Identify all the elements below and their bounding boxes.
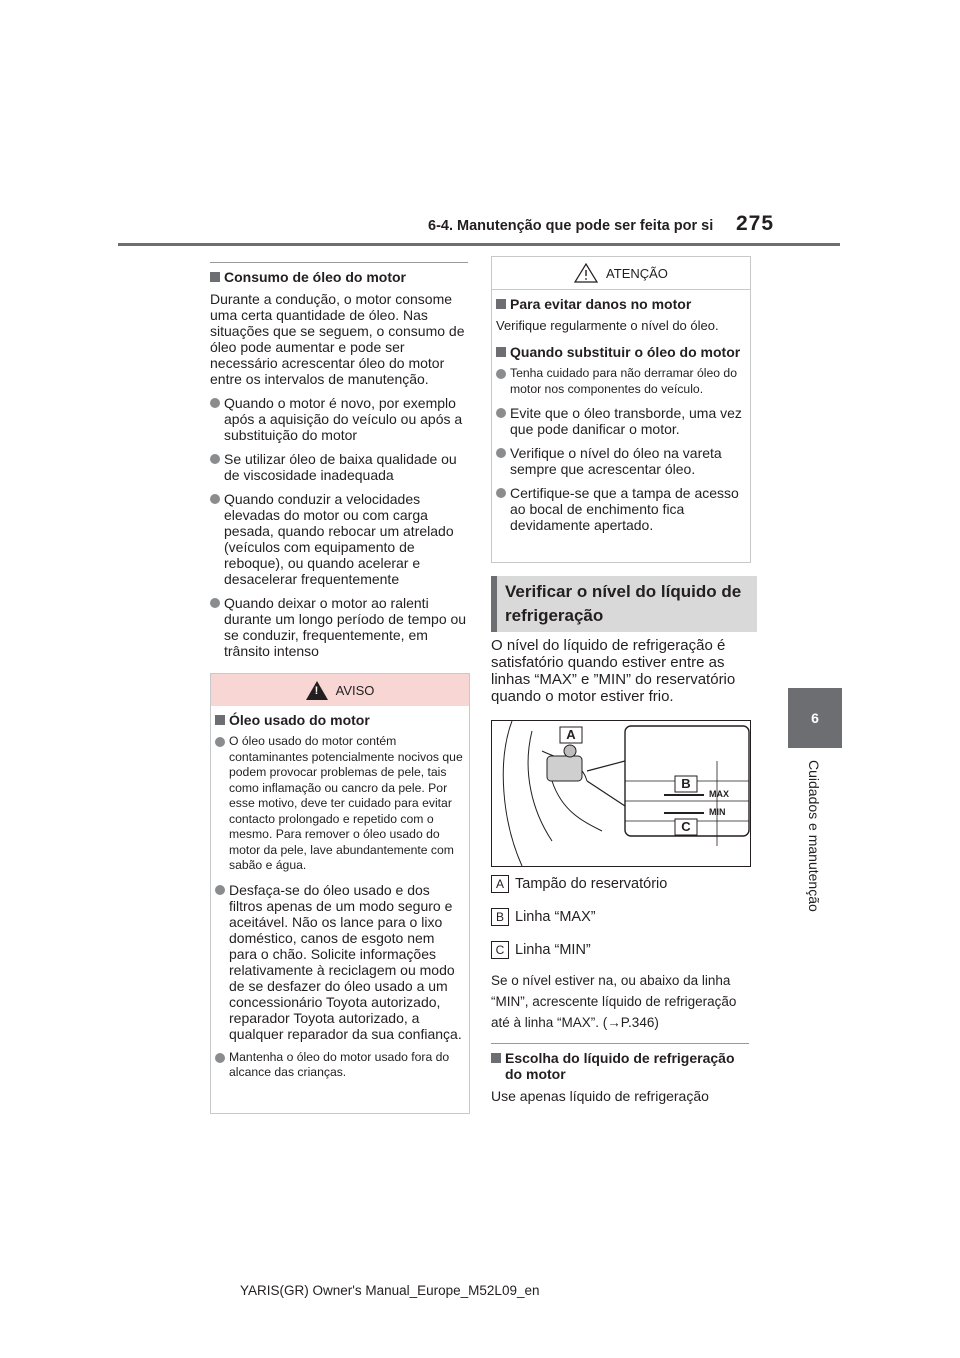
chapter-tab: 6 xyxy=(788,688,842,748)
list-item: Verifique o nível do óleo na vareta sempre que acrescentar óleo. xyxy=(496,445,746,477)
footer-manual-id: YARIS(GR) Owner's Manual_Europe_M52L09_en xyxy=(240,1283,540,1298)
list-item: Se utilizar óleo de baixa qualidade ou de viscosidade inadequada xyxy=(210,451,468,483)
legend-c: C Linha “MIN” xyxy=(491,941,591,959)
warning-box xyxy=(210,673,470,1114)
legend-a: A Tampão do reservatório xyxy=(491,875,667,893)
chapter-label: Cuidados e manutenção xyxy=(806,760,822,912)
oil-consumption-heading: Consumo de óleo do motor xyxy=(210,269,468,285)
list-item: Quando deixar o motor ao ralenti durante um longo período de tempo ou se conduzir, frequentemente, em trânsito intenso xyxy=(210,595,468,659)
list-item: Certifique-se que a tampa de acesso ao bocal de enchimento fica devidamente apertado. xyxy=(496,485,746,533)
coolant-choice-heading: Escolha do líquido de refrigeração do motor xyxy=(491,1050,749,1082)
coolant-reservoir-figure xyxy=(491,720,751,867)
list-item: Evite que o óleo transborde, uma vez que pode danificar o motor. xyxy=(496,405,746,437)
caution-box xyxy=(491,256,751,563)
replace-oil-heading: Quando substituir o óleo do motor xyxy=(496,344,746,360)
coolant-note: Se o nível estiver na, ou abaixo da linha “MIN”, acrescente líquido de refrigeração até à linha “MAX”. (→P.346) xyxy=(491,973,737,1030)
list-item: Quando o motor é novo, por exemplo após a aquisição do veículo ou após a substituição do motor xyxy=(210,395,468,443)
caution-icon xyxy=(574,263,598,283)
avoid-damage-text: Verifique regularmente o nível do óleo. xyxy=(496,318,719,333)
avoid-damage-heading: Para evitar danos no motor xyxy=(496,296,746,312)
coolant-choice-section xyxy=(491,1043,749,1104)
page-number: 275 xyxy=(736,212,775,235)
list-item: Mantenha o óleo do motor usado fora do alcance das crianças. xyxy=(215,1050,465,1081)
legend-b: B Linha “MAX” xyxy=(491,908,596,926)
list-item: O óleo usado do motor contém contaminantes potencialmente nocivos que podem provocar problemas de pele, tais como inflamação ou cancro da pele. Por esse motivo, deve ter cuidado para evitar contacto prolongado e repetido com o mesmo. Para remover o óleo usado do motor da pele, lave abundantemente com sabão e água. xyxy=(215,734,465,874)
coolant-intro: O nível do líquido de refrigeração é satisfatório quando estiver entre as linhas “MAX” e ”MIN” do reservatório quando o motor estiver frio. xyxy=(491,637,736,705)
warning-header: ! AVISO xyxy=(211,674,469,706)
label-b: B xyxy=(681,776,691,791)
warning-icon xyxy=(306,681,328,700)
max-mark: MAX xyxy=(709,789,729,799)
min-mark: MIN xyxy=(709,807,726,817)
list-item: Desfaça-se do óleo usado e dos filtros apenas de um modo seguro e aceitável. Não os lance para o lixo doméstico, canos de esgoto nem para o chão. Solicite informações relativamente à reciclagem ou modo de se desfazer do óleo usado a um concessionário Toyota autorizado, reparador Toyota autorizado, a qualquer reparador da sua confiança. xyxy=(215,882,465,1042)
list-item: Tenha cuidado para não derramar óleo do motor nos componentes do veículo. xyxy=(496,366,746,397)
header-rule xyxy=(118,243,840,246)
label-a: A xyxy=(566,727,576,742)
left-column xyxy=(210,262,468,659)
oil-consumption-intro: Durante a condução, o motor consome uma certa quantidade de óleo. Nas situações que se seguem, o consumo de óleo pode aumentar e pode ser necessário acrescentar óleo do motor entre os intervalos de manutenção. xyxy=(210,291,465,387)
section-title: 6-4. Manutenção que pode ser feita por si xyxy=(428,218,714,234)
used-oil-heading: Óleo usado do motor xyxy=(215,712,465,728)
label-c: C xyxy=(681,819,691,834)
coolant-section-heading: Verificar o nível do líquido de refrigeração xyxy=(491,576,757,632)
coolant-choice-text: Use apenas líquido de refrigeração xyxy=(491,1088,709,1104)
caution-header: ATENÇÃO xyxy=(492,257,750,290)
list-item: Quando conduzir a velocidades elevadas do motor ou com carga pesada, quando rebocar um atrelado (veículos com equipamento de reboque), ou quando acelerar e desacelerar frequentemente xyxy=(210,491,468,587)
